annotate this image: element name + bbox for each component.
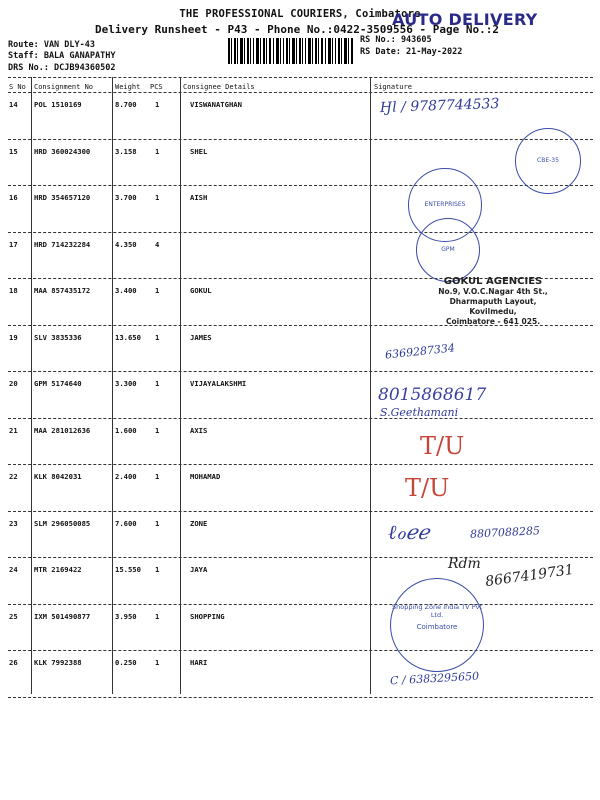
- signature-r26: Ϲ ∕ 6383295650: [389, 669, 480, 688]
- cell-consignment: KLK 8042031: [34, 472, 82, 481]
- row-separator: [8, 650, 593, 651]
- col-header-weight: Weight: [115, 83, 141, 91]
- cell-pcs: 1: [155, 379, 160, 388]
- cell-consignee: VISWANATGHAN: [190, 100, 242, 109]
- company-seal-r15: CBE-35: [515, 128, 581, 194]
- cell-weight: 3.300: [115, 379, 137, 388]
- signature-r23-mark: ℓℴℯℯ: [388, 520, 430, 544]
- cell-sno: 16: [9, 193, 18, 202]
- header-bottom-rule: [8, 92, 593, 93]
- cell-consignment: HRD 360024300: [34, 146, 91, 156]
- cell-weight: 3.158: [115, 146, 137, 156]
- cell-consignee: AISH: [190, 193, 208, 202]
- cell-pcs: 1: [155, 565, 160, 574]
- enterprises-seal-r16: ENTERPRISES: [408, 168, 482, 242]
- cell-consignment: HRD 714232284: [34, 239, 91, 249]
- gokul-line3: Kovilmedu,: [469, 307, 517, 316]
- gokul-line4: Coimbatore - 641 025.: [445, 317, 541, 326]
- row-separator: [8, 185, 593, 186]
- signature-r23: 8807088285: [469, 524, 541, 541]
- signature-r20-name: S.Geethamani: [380, 406, 459, 419]
- cell-pcs: 1: [155, 100, 160, 109]
- col-header-sno: S No: [9, 83, 26, 91]
- drs-number: DRS No.: DCJB94360502: [8, 63, 116, 73]
- cell-pcs: 1: [155, 286, 160, 295]
- cell-sno: 17: [9, 239, 18, 249]
- cell-consignment: MAA 857435172: [34, 286, 91, 295]
- cell-consignee: SHOPPING: [190, 611, 225, 621]
- cell-consignment: MTR 2169422: [34, 565, 82, 574]
- row-separator: [8, 697, 593, 698]
- signature-r22: T/U: [405, 474, 450, 502]
- cell-weight: 13.650: [115, 332, 141, 342]
- cell-consignment: POL 1510169: [34, 100, 82, 109]
- rs-number: RS No.: 943605: [360, 35, 432, 45]
- cell-sno: 18: [9, 286, 18, 295]
- gpm-seal-r17: GPM: [416, 218, 480, 282]
- auto-delivery-stamp: AUTO DELIVERY: [392, 10, 538, 29]
- col-header-pcs: PCS: [150, 83, 163, 91]
- cell-sno: 15: [9, 146, 18, 156]
- row-separator: [8, 604, 593, 605]
- cell-weight: 8.700: [115, 100, 137, 109]
- cell-pcs: 1: [155, 193, 160, 202]
- row-separator: [8, 464, 593, 465]
- zone-seal-r25: [390, 578, 484, 672]
- cell-consignment: HRD 354657120: [34, 193, 91, 202]
- cell-consignee: VIJAYALAKSHMI: [190, 379, 247, 388]
- cell-sno: 24: [9, 565, 18, 574]
- signature-r19: 6369287334: [384, 341, 456, 362]
- cell-weight: 3.400: [115, 286, 137, 295]
- cell-consignment: GPM 5174640: [34, 379, 82, 388]
- runsheet-title: Delivery Runsheet - P43 - Phone No.:0422-3509556 - Page No.:2: [95, 23, 499, 36]
- cell-sno: 23: [9, 518, 18, 528]
- cell-consignee: GOKUL: [190, 286, 212, 295]
- cell-consignee: AXIS: [190, 425, 208, 435]
- barcode: [228, 38, 354, 64]
- row-separator: [8, 557, 593, 558]
- cell-consignment: MAA 281012636: [34, 425, 91, 435]
- rs-date: RS Date: 21-May-2022: [360, 47, 463, 57]
- cell-sno: 20: [9, 379, 18, 388]
- cell-consignee: ZONE: [190, 518, 208, 528]
- row-separator: [8, 139, 593, 140]
- cell-sno: 21: [9, 425, 18, 435]
- cell-pcs: 1: [155, 518, 160, 528]
- cell-pcs: 1: [155, 425, 160, 435]
- cell-weight: 3.700: [115, 193, 137, 202]
- col-header-consignment: Consignment No: [34, 83, 94, 91]
- cell-consignment: KLK 7992388: [34, 658, 82, 667]
- cell-pcs: 1: [155, 658, 160, 667]
- zone-seal-text: Shopping Zone India TV Pvt Ltd.: [391, 603, 483, 619]
- cell-weight: 1.600: [115, 425, 137, 435]
- signature-r24-mark: Rdm: [448, 556, 481, 572]
- gokul-name: GOKUL AGENCIES: [443, 276, 543, 287]
- cell-weight: 15.550: [115, 565, 141, 574]
- gokul-line1: No.9, V.O.C.Nagar 4th St.,: [438, 287, 548, 296]
- cell-pcs: 1: [155, 472, 160, 481]
- col-header-signature: Signature: [374, 83, 412, 91]
- cell-weight: 3.950: [115, 611, 137, 621]
- cell-consignee: HARI: [190, 658, 208, 667]
- cell-pcs: 1: [155, 332, 160, 342]
- col-divider: [180, 77, 181, 694]
- cell-sno: 22: [9, 472, 18, 481]
- cell-pcs: 4: [155, 239, 160, 249]
- table-top-rule: [8, 77, 593, 78]
- row-separator: [8, 232, 593, 233]
- cell-weight: 7.600: [115, 518, 137, 528]
- signature-r24: 8667419731: [484, 561, 575, 591]
- row-separator: [8, 511, 593, 512]
- cell-weight: 4.350: [115, 239, 137, 249]
- row-separator: [8, 371, 593, 372]
- col-header-consignee: Consignee Details: [183, 83, 255, 91]
- cell-pcs: 1: [155, 611, 160, 621]
- route: Route: VAN DLY-43: [8, 40, 95, 50]
- zone-seal-city: Coimbatore: [416, 623, 458, 631]
- gokul-line2: Dharmaputh Layout,: [449, 297, 537, 306]
- cell-sno: 19: [9, 332, 18, 342]
- gokul-agencies-stamp: [418, 277, 568, 327]
- col-divider: [370, 77, 371, 694]
- cell-weight: 0.250: [115, 658, 137, 667]
- signature-r21: T/U: [420, 432, 465, 460]
- cell-weight: 2.400: [115, 472, 137, 481]
- cell-consignee: SHEL: [190, 146, 208, 156]
- cell-consignee: JAMES: [190, 332, 212, 342]
- cell-sno: 14: [9, 100, 18, 109]
- cell-consignment: IXM 501490877: [34, 611, 91, 621]
- staff: Staff: BALA GANAPATHY: [8, 51, 116, 61]
- signature-r14: Ӈl ∕ 9787744533: [379, 95, 500, 117]
- cell-consignment: SLM 296050085: [34, 518, 91, 528]
- cell-pcs: 1: [155, 146, 160, 156]
- cell-consignee: MOHAMAD: [190, 472, 221, 481]
- row-separator: [8, 418, 593, 419]
- company-title: THE PROFESSIONAL COURIERS, Coimbatore: [179, 8, 421, 20]
- cell-sno: 25: [9, 611, 18, 621]
- col-divider: [31, 77, 32, 694]
- col-divider: [112, 77, 113, 694]
- cell-sno: 26: [9, 658, 18, 667]
- cell-consignee: JAYA: [190, 565, 208, 574]
- cell-consignment: SLV 3835336: [34, 332, 82, 342]
- signature-r20-phone: 8015868617: [378, 385, 487, 405]
